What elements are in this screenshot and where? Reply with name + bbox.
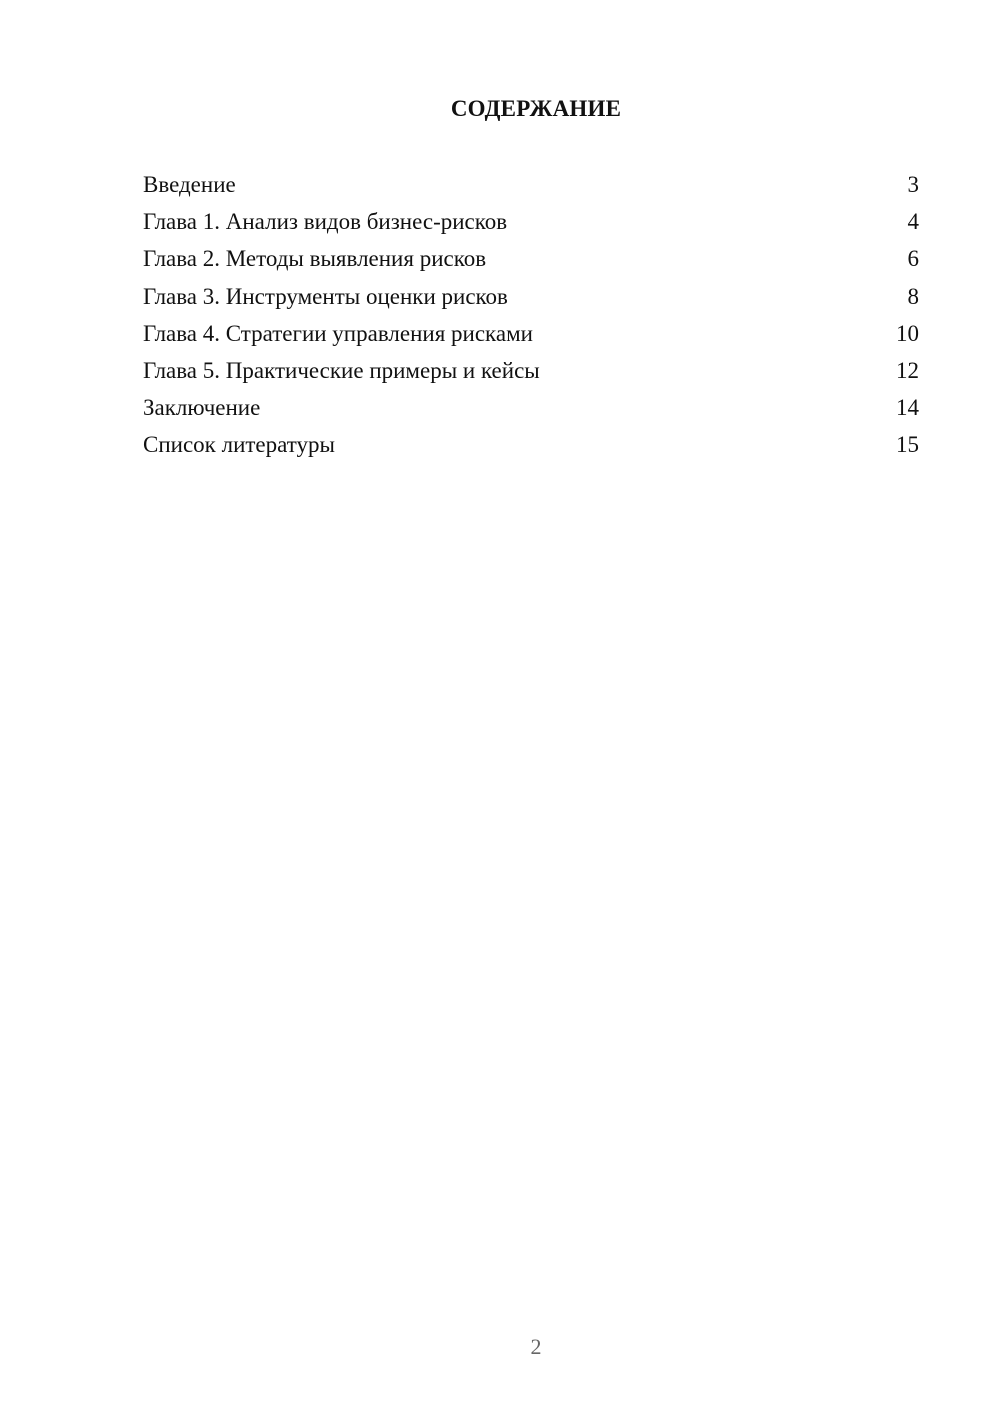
toc-entry-label: Введение <box>143 172 236 197</box>
toc-entry-page: 6 <box>907 246 919 272</box>
toc-entry-page: 3 <box>907 172 919 197</box>
toc-entry-chapter-3 <box>143 278 919 315</box>
toc-entry-chapter-4 <box>143 315 919 352</box>
toc-entry-page: 15 <box>896 432 919 458</box>
toc-entry-page: 10 <box>896 320 919 346</box>
toc-title: СОДЕРЖАНИЕ <box>450 96 622 121</box>
toc-entry-label: Заключение <box>143 395 261 421</box>
toc-entry-chapter-5 <box>143 352 919 389</box>
toc-entry-label: Глава 3. Инструменты оценки рисков <box>143 283 508 309</box>
toc-entry-page: 14 <box>896 395 919 421</box>
toc-entry-label: Глава 2. Методы выявления рисков <box>143 246 487 272</box>
toc-entry-conclusion <box>143 389 919 426</box>
toc-entry-label: Список литературы <box>143 432 335 458</box>
toc-entry-label: Глава 5. Практические примеры и кейсы <box>143 357 540 383</box>
toc-entry-page: 4 <box>907 209 919 235</box>
toc-entry-chapter-1 <box>143 203 919 240</box>
toc-entry-bibliography <box>143 426 919 463</box>
toc-entry-page: 8 <box>907 283 919 309</box>
toc-entry-label: Глава 4. Стратегии управления рисками <box>143 320 533 346</box>
table-of-contents <box>143 166 919 464</box>
toc-entry-introduction <box>143 166 919 203</box>
toc-entry-chapter-2 <box>143 240 919 277</box>
page-number: 2 <box>530 1334 542 1359</box>
toc-entry-label: Глава 1. Анализ видов бизнес-рисков <box>143 209 508 235</box>
toc-entry-page: 12 <box>896 357 919 383</box>
